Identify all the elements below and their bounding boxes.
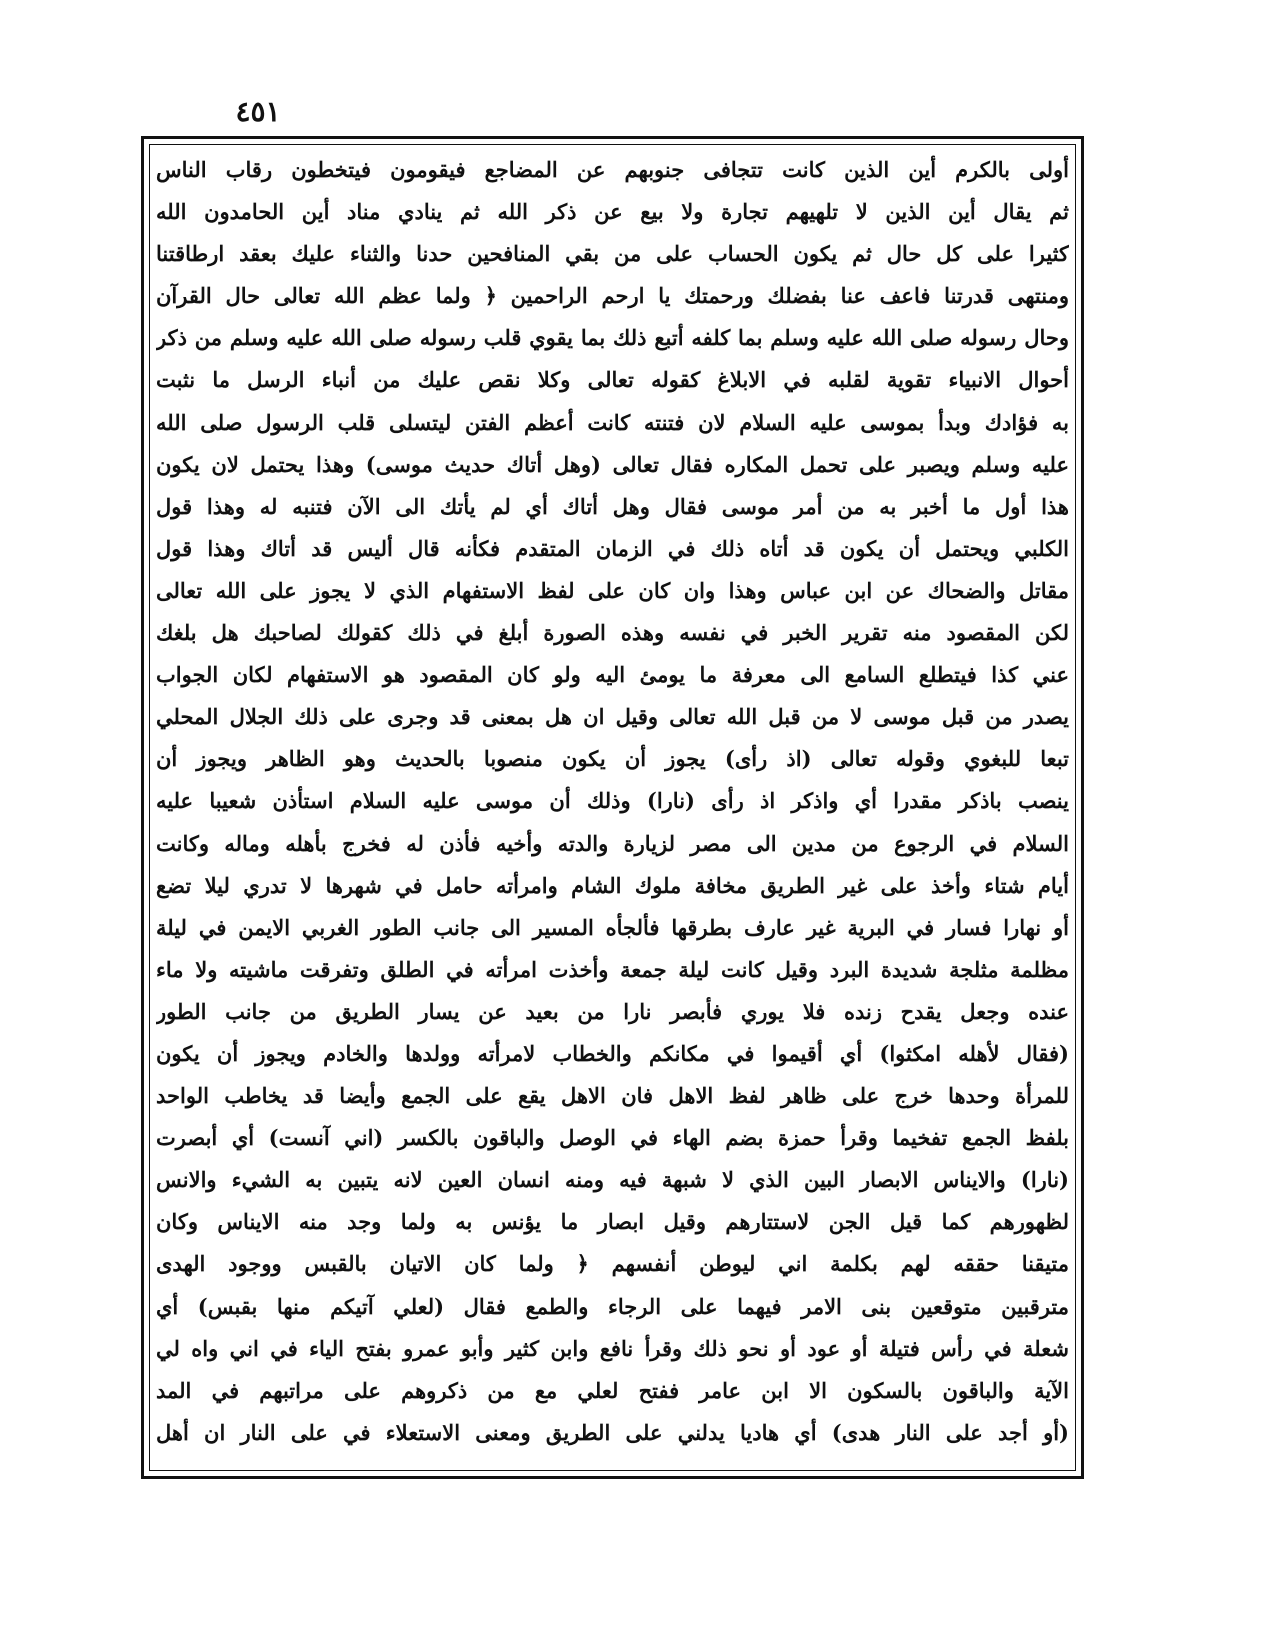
text-line: وحال رسوله صلى الله عليه وسلم بما كلفه أتبع ذلك بما يقوي قلب رسوله صلى الله عليه وسلم من ذكر	[156, 325, 1069, 351]
text-line: شعلة في رأس فتيلة أو عود أو نحو ذلك وقرأ نافع وابن كثير وأبو عمرو بفتح الياء في اني واه لي	[156, 1335, 1069, 1361]
text-line: مظلمة مثلجة شديدة البرد وقيل كانت ليلة جمعة وأخذت امرأته في الطلق وتفرقت ماشيته ولا ماء	[156, 956, 1069, 982]
text-body	[156, 149, 1069, 1468]
text-line: بلفظ الجمع تفخيما وقرأ حمزة بضم الهاء في الوصل والباقون بالكسر (اني آنست) أي أبصرت	[156, 1125, 1069, 1151]
text-line: متيقنا حققه لهم بكلمة اني ليوطن أنفسهم ﴿ ولما كان الاتيان بالقبس ووجود الهدى	[156, 1251, 1069, 1277]
text-frame	[141, 136, 1084, 1479]
text-line: تبعا للبغوي وقوله تعالى (اذ رأى) يجوز أن يكون منصوبا بالحديث وهو الظاهر ويجوز أن	[156, 746, 1069, 772]
text-line: ثم يقال أين الذين لا تلهيهم تجارة ولا بيع عن ذكر الله ثم ينادي مناد أين الحامدون الله	[156, 199, 1069, 225]
text-line: عليه وسلم ويصبر على تحمل المكاره فقال تعالى (وهل أتاك حديث موسى) وهذا يحتمل لان يكون	[156, 451, 1069, 477]
text-line: مترقبين متوقعين بنى الامر فيهما على الرجاء والطمع فقال (لعلي آتيكم منها بقبس) أي	[156, 1293, 1069, 1319]
page-number: ٤٥١	[235, 95, 281, 128]
text-line: أو نهارا فسار في البرية غير عارف بطرقها فألجأه المسير الى جانب الطور الغربي الايمن في ليلة	[156, 914, 1069, 940]
text-line: عنده وجعل يقدح زنده فلا يوري فأبصر نارا من بعيد عن يسار الطريق من جانب الطور	[156, 998, 1069, 1024]
text-line: هذا أول ما أخبر به من أمر موسى فقال وهل أتاك أي لم يأتك الى الآن فتنبه له وهذا قول	[156, 493, 1069, 519]
text-line: لكن المقصود منه تقرير الخبر في نفسه وهذه الصورة أبلغ في ذلك كقولك لصاحبك هل بلغك	[156, 620, 1069, 646]
text-line: أولى بالكرم أين الذين كانت تتجافى جنوبهم عن المضاجع فيقومون فيتخطون رقاب الناس	[156, 157, 1069, 182]
text-line: (نارا) والايناس الابصار البين الذي لا شبهة فيه ومنه انسان العين لانه يتبين به الشيء والانس	[156, 1167, 1069, 1193]
text-line: (أو أجد على النار هدى) أي هاديا يدلني على الطريق ومعنى الاستعلاء في على النار ان أهل	[156, 1419, 1069, 1445]
text-line: عني كذا فيتطلع السامع الى معرفة ما يومئ اليه ولو كان المقصود هو الاستفهام لكان الجواب	[156, 662, 1069, 688]
text-line: الكلبي ويحتمل أن يكون قد أتاه ذلك في الزمان المتقدم فكأنه قال أليس قد أتاك وهذا قول	[156, 535, 1069, 561]
text-line: أيام شتاء وأخذ على غير الطريق مخافة ملوك الشام وامرأته حامل في شهرها لا تدري ليلا تضع	[156, 872, 1069, 898]
text-line: للمرأة وحدها خرج على ظاهر لفظ الاهل فان الاهل يقع على الجمع وأيضا قد يخاطب الواحد	[156, 1083, 1069, 1109]
text-line: لظهورهم كما قيل الجن لاستتارهم وقيل ابصار ما يؤنس به ولما وجد منه الايناس وكان	[156, 1209, 1069, 1235]
text-line: يصدر من قبل موسى لا من قبل الله تعالى وقيل ان هل بمعنى قد وجرى على ذلك الجلال المحلي	[156, 704, 1069, 730]
text-line: أحوال الانبياء تقوية لقلبه في الابلاغ كقوله تعالى وكلا نقص عليك من أنباء الرسل ما نثبت	[156, 367, 1069, 393]
text-line: به فؤادك وبدأ بموسى عليه السلام لان فتنته كانت أعظم الفتن ليتسلى قلب الرسول صلى الله	[156, 409, 1069, 435]
text-line: الآية والباقون بالسكون الا ابن عامر ففتح لعلي مع من ذكروهم على مراتبهم في المد	[156, 1377, 1069, 1403]
text-line: كثيرا على كل حال ثم يكون الحساب على من بقي المنافحين حدنا والثناء عليك بعقد ارطاقتنا	[156, 241, 1069, 267]
text-line: السلام في الرجوع من مدين الى مصر لزيارة والدته وأخيه فأذن له فخرج بأهله وماله وكانت	[156, 830, 1069, 856]
text-line: ينصب باذكر مقدرا أي واذكر اذ رأى (نارا) وذلك أن موسى عليه السلام استأذن شعيبا عليه	[156, 788, 1069, 814]
text-line: ومنتهى قدرتنا فاعف عنا بفضلك ورحمتك يا ارحم الراحمين ﴿ ولما عظم الله تعالى حال القرآن	[156, 283, 1069, 309]
text-line: (فقال لأهله امكثوا) أي أقيموا في مكانكم والخطاب لامرأته وولدها والخادم ويجوز أن يكون	[156, 1040, 1069, 1066]
text-line: مقاتل والضحاك عن ابن عباس وهذا وان كان على لفظ الاستفهام الذي لا يجوز على الله تعالى	[156, 577, 1069, 603]
